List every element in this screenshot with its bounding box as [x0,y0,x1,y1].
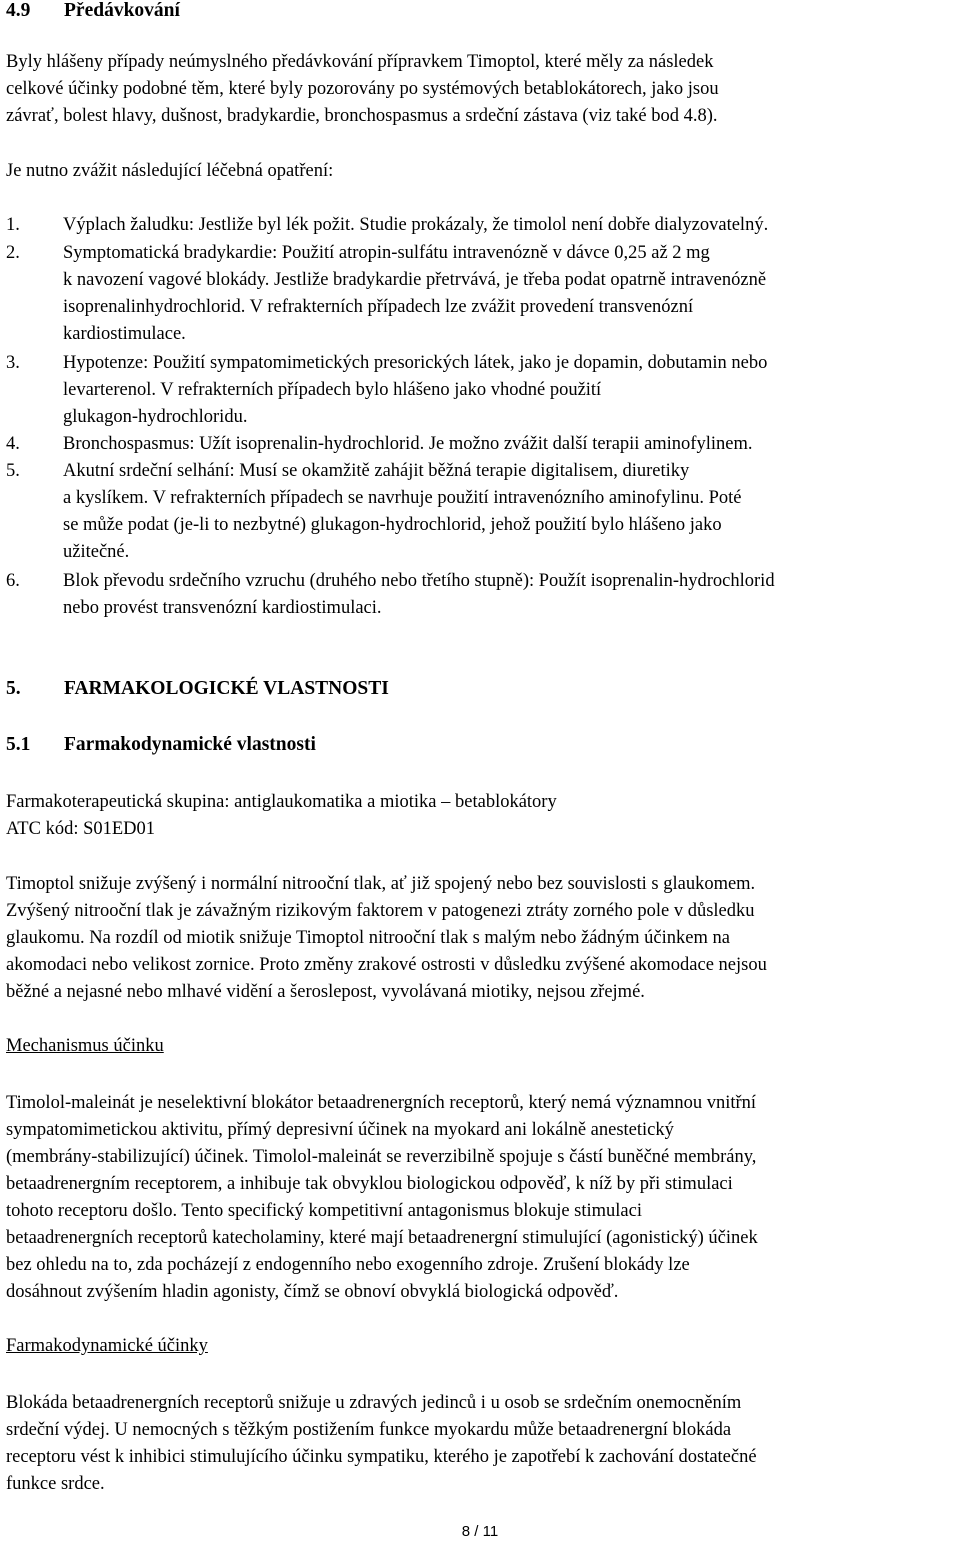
section-title: Farmakodynamické vlastnosti [64,734,316,755]
text-line: dosáhnout zvýšením hladin agonisty, čímž se obnoví obvyklá biologická odpověď. [6,1282,619,1302]
page-number: 8 / 11 [461,1523,499,1540]
section-number: 4.9 [6,0,31,21]
text-line: nebo provést transvenózní kardiostimulaci. [63,598,382,618]
text-line: sympatomimetickou aktivitu, přímý depresivní účinek na myokard ani lokálně anestetický [6,1120,674,1140]
text-line: betaadrenergním receptorem, a inhibuje tak obvyklou biologickou odpověď, k níž by při stimulaci [6,1174,733,1194]
text-line: a kyslíkem. V refrakterních případech se navrhuje použití intravenózního aminofylinu. Poté [63,488,742,508]
mechanism-paragraph [6,1090,956,1306]
text-line: běžné a nejasné nebo mlhavé vidění a šeroslepost, vyvolávaná miotiky, nejsou zřejmé. [6,982,645,1002]
text-line: Symptomatická bradykardie: Použití atropin-sulfátu intravenózně v dávce 0,25 až 2 mg [63,243,710,263]
text-line: Blokáda betaadrenergních receptorů snižuje u zdravých jedinců i u osob se srdečním onemocněním [6,1393,742,1413]
effect-paragraph [6,871,956,1006]
text-line: levarterenol. V refrakterních případech bylo hlášeno jako vhodné použití [63,380,602,400]
text-line: Farmakoterapeutická skupina: antiglaukomatika a miotika – betablokátory [6,792,557,812]
overdose-intro-paragraph [6,49,956,130]
text-line: Timoptol snižuje zvýšený i normální nitrooční tlak, ať již spojený nebo bez souvislosti s glaukomem. [6,874,756,894]
text-line: Timolol-maleinát je neselektivní blokátor betaadrenergních receptorů, který nemá významnou vnitřní [6,1093,757,1113]
list-item-number: 6. [6,571,20,591]
therapeutic-group [6,789,956,843]
effects-heading: Farmakodynamické účinky [6,1336,208,1356]
list-item-number: 1. [6,215,20,235]
section-number: 5.1 [6,734,31,755]
text-line: srdeční výdej. U nemocných s těžkým postižením funkce myokardu může betaadrenergní blokáda [6,1420,732,1440]
text-line: celkové účinky podobné těm, které byly pozorovány po systémových betablokátorech, jako jsou [6,79,719,99]
text-line: Byly hlášeny případy neúmyslného předávkování přípravkem Timoptol, které měly za následek [6,52,714,72]
section-title: FARMAKOLOGICKÉ VLASTNOSTI [64,678,389,699]
text-line: závrať, bolest hlavy, dušnost, bradykardie, bronchospasmus a srdeční zástava (viz také bod 4.8). [6,106,718,126]
text-line: funkce srdce. [6,1474,105,1494]
section-heading-4-9 [6,0,180,22]
section-heading-5-1 [6,734,316,756]
text-line: užitečné. [63,542,130,562]
section-heading-5 [6,678,389,700]
text-line: Výplach žaludku: Jestliže byl lék požit. Studie prokázaly, že timolol není dobře dialyzovatelný. [63,215,769,235]
text-line: se může podat (je-li to nezbytné) glukagon-hydrochlorid, jehož použití bylo hlášeno jako [63,515,722,535]
measures-intro [6,158,956,185]
atc-code: ATC kód: S01ED01 [6,819,156,839]
section-title: Předávkování [64,0,180,21]
text-line: Akutní srdeční selhání: Musí se okamžitě zahájit běžná terapie digitalisem, diuretiky [63,461,690,481]
text-line: k navození vagové blokády. Jestliže bradykardie přetrvává, je třeba podat opatrně intravenózně [63,270,767,290]
text-line: isoprenalinhydrochlorid. V refrakterních případech lze zvážit provedení transvenózní [63,297,694,317]
list-item-number: 4. [6,434,20,454]
list-item-number: 2. [6,243,20,263]
text-line: glukagon-hydrochloridu. [63,407,248,427]
list-item-number: 3. [6,353,20,373]
list-item-number: 5. [6,461,20,481]
text-line: receptoru vést k inhibici stimulujícího účinku sympatiku, kterého je zapotřebí k zachování dostatečné [6,1447,757,1467]
text-line: Zvýšený nitrooční tlak je závažným rizikovým faktorem v patogenezi ztráty zorného pole v důsledku [6,901,755,921]
mechanism-heading: Mechanismus účinku [6,1036,164,1056]
text-line: bez ohledu na to, zda pocházejí z endogenního nebo exogenního zdroje. Zrušení blokády lze [6,1255,690,1275]
text-line: akomodaci nebo velikost zornice. Proto změny zrakové ostrosti v důsledku zvýšené akomodace nejsou [6,955,767,975]
text-line: (membrány-stabilizující) účinek. Timolol-maleinát se reverzibilně spojuje s částí buněčné membrány, [6,1147,757,1167]
effects-paragraph [6,1390,956,1498]
text-line: betaadrenergních receptorů katecholaminy, které mají betaadrenergní stimulující (agonistický) účinek [6,1228,758,1248]
text-line: Bronchospasmus: Užít isoprenalin-hydrochlorid. Je možno zvážit další terapii aminofylinem. [63,434,753,454]
text-line: Je nutno zvážit následující léčebná opatření: [6,161,334,181]
text-line: Blok převodu srdečního vzruchu (druhého nebo třetího stupně): Použít isoprenalin-hydrochlorid [63,571,775,591]
text-line: glaukomu. Na rozdíl od miotik snižuje Timoptol nitrooční tlak s malým nebo žádným účinkem na [6,928,730,948]
text-line: tohoto receptoru došlo. Tento specifický kompetitivní antagonismus blokuje stimulaci [6,1201,642,1221]
text-line: kardiostimulace. [63,324,186,344]
text-line: Hypotenze: Použití sympatomimetických presorických látek, jako je dopamin, dobutamin nebo [63,353,768,373]
section-number: 5. [6,678,21,699]
